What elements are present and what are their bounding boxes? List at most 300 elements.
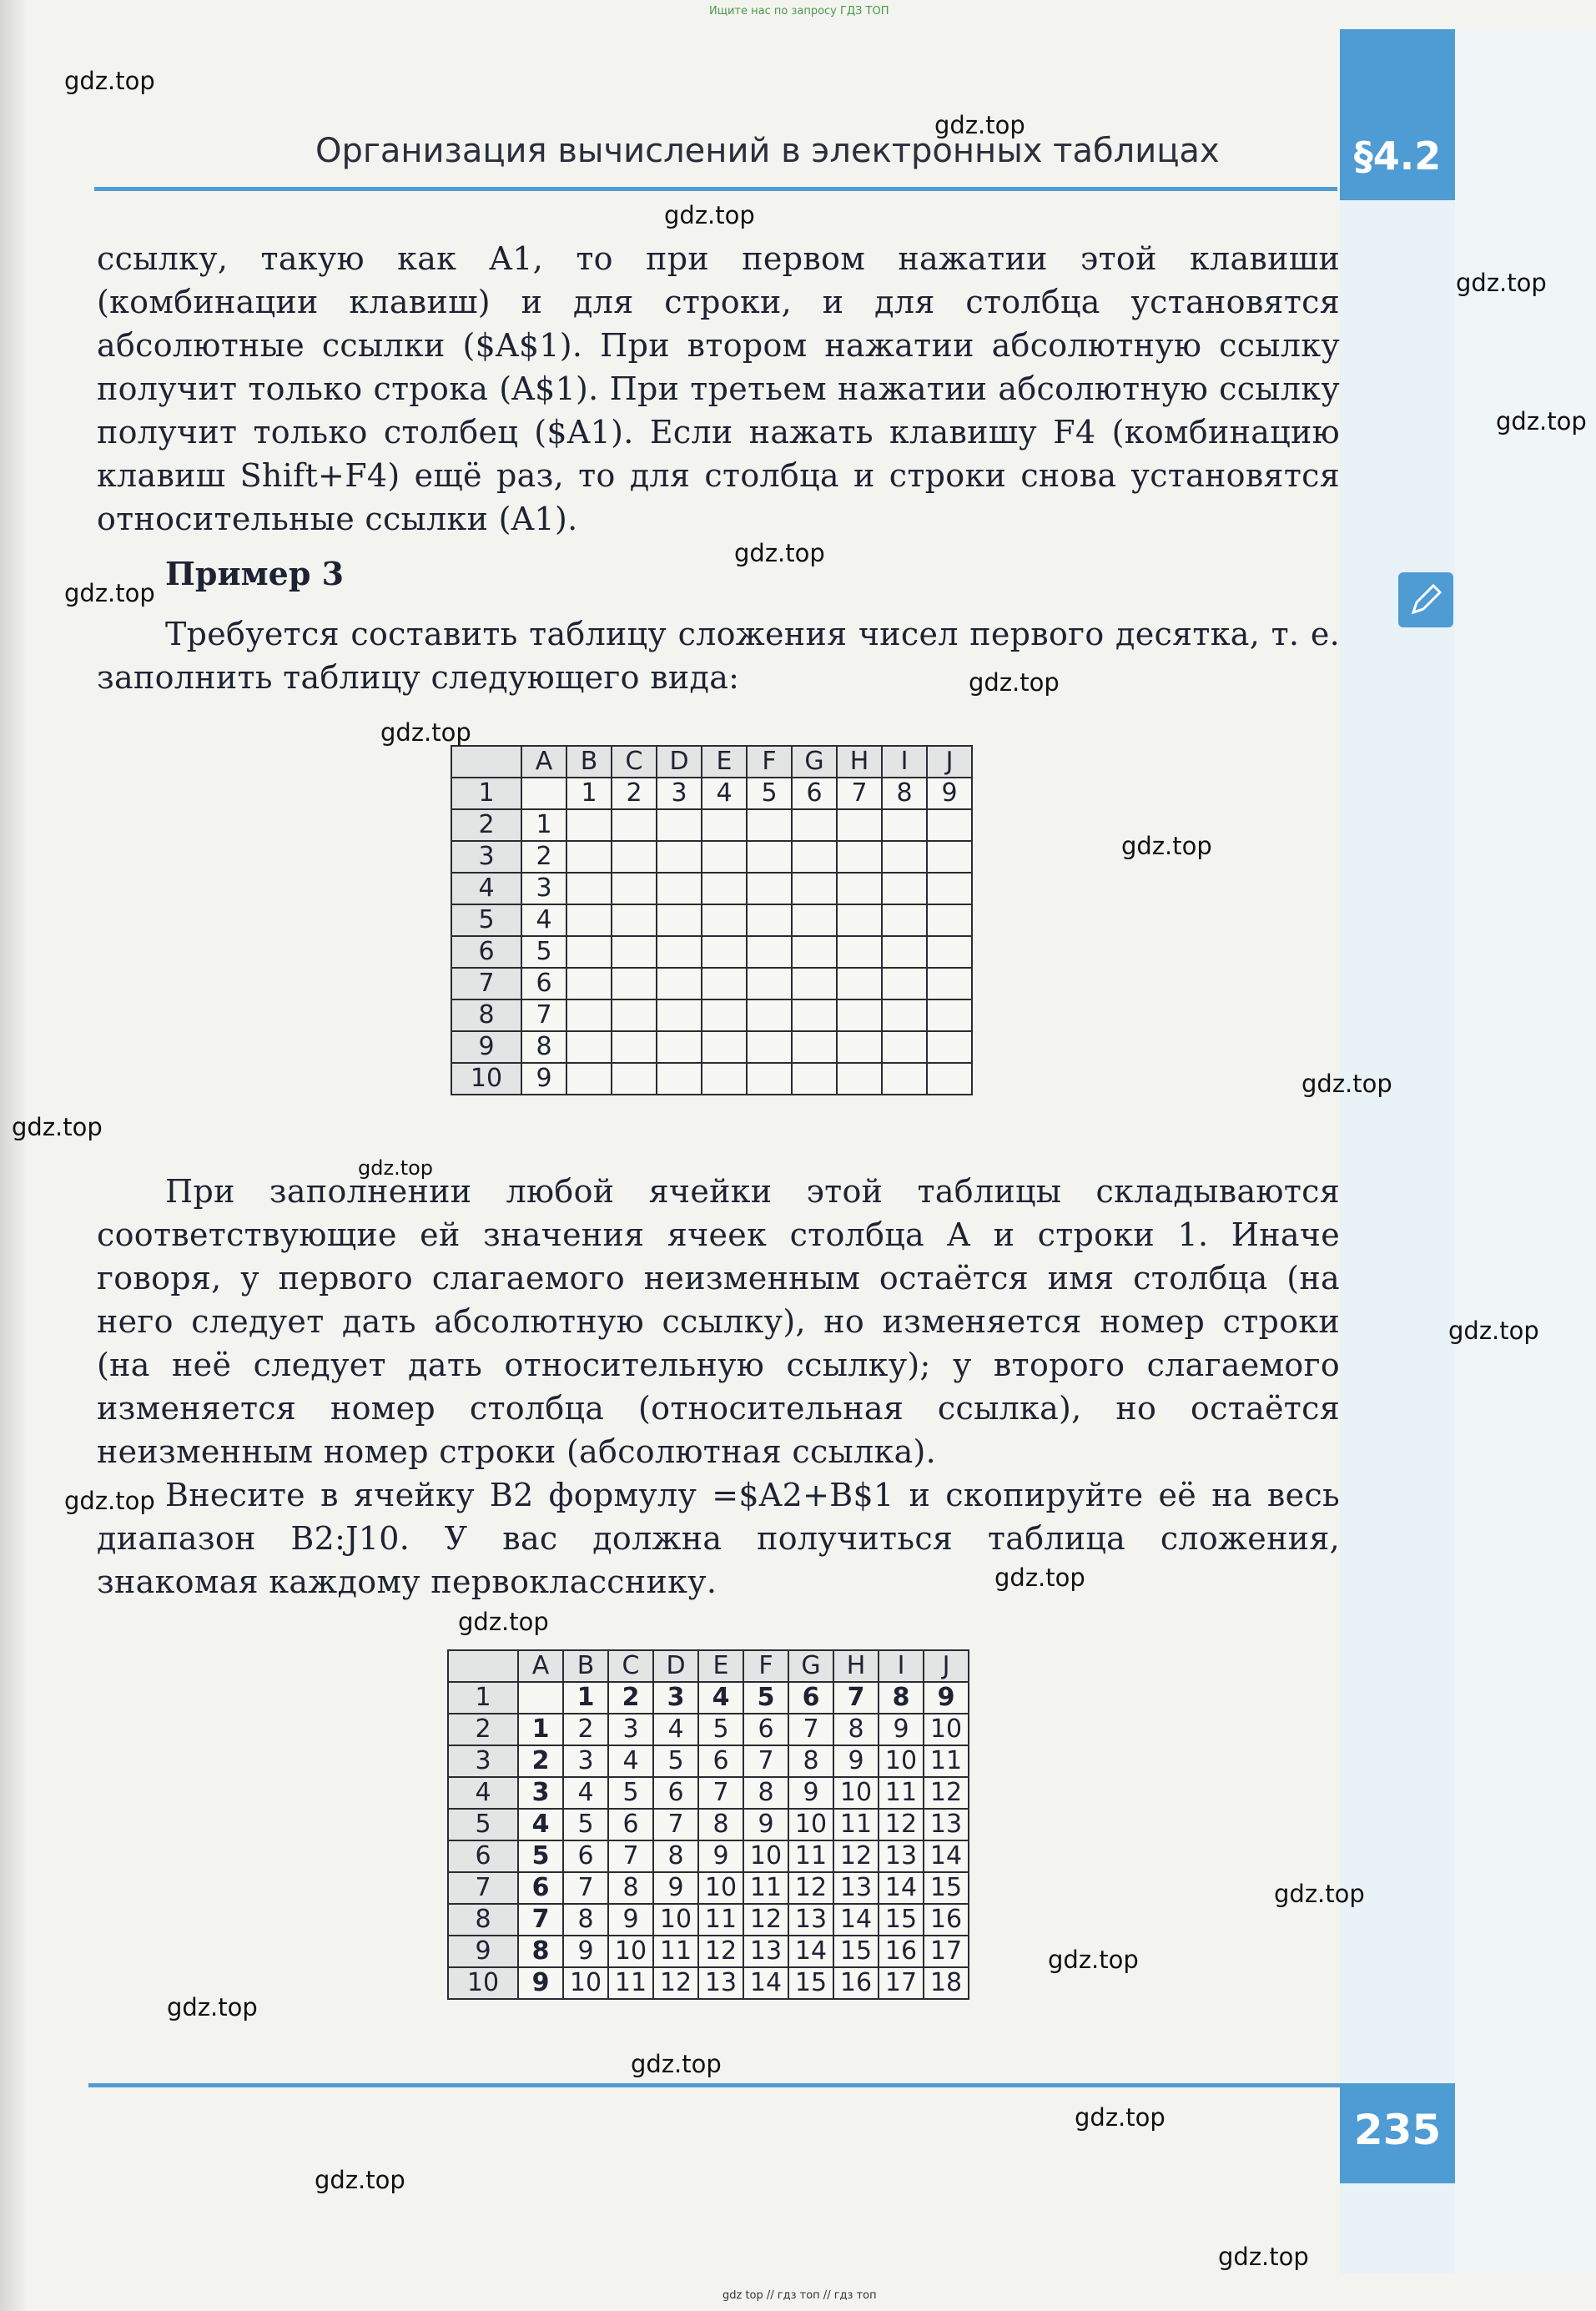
table-cell: 11 bbox=[788, 1840, 833, 1872]
table-row bbox=[451, 999, 972, 1031]
table-cell bbox=[566, 904, 612, 936]
table-cell bbox=[657, 873, 702, 904]
table-row bbox=[448, 1840, 969, 1872]
table-cell: 14 bbox=[788, 1936, 833, 1967]
table-cell: 3 bbox=[521, 873, 566, 904]
table-cell: 6 bbox=[698, 1745, 743, 1777]
table-cell: 17 bbox=[924, 1936, 969, 1967]
watermark: gdz.top bbox=[358, 1156, 434, 1180]
table-cell: 7 bbox=[608, 1840, 653, 1872]
table-cell: 2 bbox=[521, 841, 566, 873]
table-cell bbox=[792, 968, 837, 999]
paragraph-1-text: ссылку, такую как A1, то при первом нажатии этой клавиши (комбинации клавиш) и для строки, и для столбца установятся абсолютные ссылки ($A$1). При втором нажатии абсолютную ссылку получит только строка (A$1). При третьем нажатии абсолютную ссылку получит только столбец ($A1). Если нажать клавишу F4 (комбинацию клавиш Shift+F4) ещё раз, то для столбца и строки снова установятся относительные ссылки (A1). bbox=[97, 240, 1340, 537]
table-cell: 12 bbox=[924, 1777, 969, 1809]
table-cell: 6 bbox=[521, 968, 566, 999]
table-cell: 7 bbox=[521, 999, 566, 1031]
table-header-row bbox=[448, 1650, 969, 1682]
table-cell: 12 bbox=[653, 1967, 698, 1999]
column-header: B bbox=[566, 746, 612, 778]
table-cell bbox=[657, 968, 702, 999]
table-cell: 9 bbox=[521, 1063, 566, 1095]
table-cell: 5 bbox=[518, 1840, 563, 1872]
watermark: gdz.top bbox=[1448, 1317, 1539, 1345]
table-cell bbox=[882, 1063, 927, 1095]
table-cell bbox=[747, 841, 792, 873]
table-cell: 10 bbox=[608, 1936, 653, 1967]
page-header-title: Организация вычислений в электронных таблицах bbox=[315, 132, 1220, 170]
table-cell bbox=[792, 936, 837, 968]
table-cell bbox=[747, 999, 792, 1031]
table-row bbox=[451, 841, 972, 873]
table-cell bbox=[566, 1031, 612, 1063]
table-cell: 8 bbox=[518, 1936, 563, 1967]
table-cell bbox=[882, 841, 927, 873]
table-cell: 9 bbox=[743, 1809, 788, 1840]
table-cell bbox=[882, 999, 927, 1031]
table-row bbox=[451, 1031, 972, 1063]
table-header-row bbox=[451, 746, 972, 778]
watermark: gdz.top bbox=[1301, 1070, 1392, 1098]
table-cell bbox=[882, 904, 927, 936]
table-cell: 15 bbox=[788, 1967, 833, 1999]
table-cell bbox=[927, 936, 972, 968]
table-cell: 8 bbox=[653, 1840, 698, 1872]
table-cell: 8 bbox=[608, 1872, 653, 1904]
table-cell: 9 bbox=[927, 778, 972, 809]
table-cell bbox=[702, 1031, 747, 1063]
table-cell bbox=[837, 1063, 882, 1095]
column-header: C bbox=[612, 746, 657, 778]
table-cell: 2 bbox=[518, 1745, 563, 1777]
column-header: E bbox=[702, 746, 747, 778]
table-cell: 10 bbox=[788, 1809, 833, 1840]
table-cell bbox=[747, 936, 792, 968]
table-cell: 16 bbox=[924, 1904, 969, 1936]
table-cell: 1 bbox=[566, 778, 612, 809]
table-cell: 2 bbox=[608, 1682, 653, 1714]
column-header: G bbox=[792, 746, 837, 778]
table-cell bbox=[837, 904, 882, 936]
table-cell: 8 bbox=[833, 1714, 879, 1745]
table-cell bbox=[657, 999, 702, 1031]
table-cell: 8 bbox=[521, 1031, 566, 1063]
table-cell bbox=[518, 1682, 563, 1714]
watermark: gdz.top bbox=[315, 2166, 405, 2194]
row-header: 9 bbox=[448, 1936, 518, 1967]
table-row bbox=[451, 936, 972, 968]
addition-table-empty bbox=[451, 745, 973, 1095]
table-cell: 12 bbox=[698, 1936, 743, 1967]
watermark: gdz.top bbox=[167, 1993, 258, 2021]
table-cell: 7 bbox=[833, 1682, 879, 1714]
column-header: F bbox=[743, 1650, 788, 1682]
watermark: gdz.top bbox=[1048, 1946, 1139, 1974]
table-cell: 12 bbox=[743, 1904, 788, 1936]
table-row bbox=[448, 1904, 969, 1936]
column-header: A bbox=[518, 1650, 563, 1682]
table-cell: 10 bbox=[879, 1745, 924, 1777]
row-header: 1 bbox=[451, 778, 521, 809]
table-cell: 4 bbox=[653, 1714, 698, 1745]
table-cell: 1 bbox=[563, 1682, 608, 1714]
paragraph-4-text: Внесите в ячейку B2 формулу =$A2+B$1 и скопируйте её на весь диапазон B2:J10. У вас должна получиться таблица сложения, знакомая каждому первокласснику. bbox=[97, 1477, 1340, 1600]
table-cell: 10 bbox=[698, 1872, 743, 1904]
watermark: gdz.top bbox=[1456, 269, 1547, 297]
table-cell: 11 bbox=[879, 1777, 924, 1809]
table-row bbox=[451, 904, 972, 936]
table-cell bbox=[702, 809, 747, 841]
table-cell: 3 bbox=[608, 1714, 653, 1745]
table-cell: 6 bbox=[743, 1714, 788, 1745]
table-cell bbox=[792, 999, 837, 1031]
table-cell bbox=[927, 1031, 972, 1063]
header-rule bbox=[94, 187, 1337, 191]
table-cell bbox=[566, 936, 612, 968]
table-row bbox=[448, 1745, 969, 1777]
table-cell bbox=[927, 968, 972, 999]
table-cell: 4 bbox=[518, 1809, 563, 1840]
bottom-note: gdz top // гдз топ // гдз топ bbox=[722, 2289, 877, 2302]
table-cell: 13 bbox=[698, 1967, 743, 1999]
table-cell: 7 bbox=[653, 1809, 698, 1840]
table-cell bbox=[657, 841, 702, 873]
table-cell: 12 bbox=[833, 1840, 879, 1872]
watermark: gdz.top bbox=[64, 1487, 155, 1515]
table-row bbox=[448, 1809, 969, 1840]
margin-strip bbox=[1455, 29, 1596, 2273]
table-cell: 9 bbox=[608, 1904, 653, 1936]
table-cell bbox=[566, 809, 612, 841]
table-cell: 5 bbox=[521, 936, 566, 968]
table-cell: 3 bbox=[563, 1745, 608, 1777]
row-header: 2 bbox=[451, 809, 521, 841]
table-row bbox=[451, 778, 972, 809]
table-cell: 10 bbox=[743, 1840, 788, 1872]
column-header bbox=[448, 1650, 518, 1682]
watermark: gdz.top bbox=[664, 201, 755, 229]
table-cell bbox=[702, 904, 747, 936]
watermark: gdz.top bbox=[1075, 2103, 1166, 2132]
watermark: gdz.top bbox=[994, 1563, 1085, 1592]
table-cell bbox=[927, 809, 972, 841]
table-cell: 14 bbox=[743, 1967, 788, 1999]
table-cell: 6 bbox=[653, 1777, 698, 1809]
table-cell bbox=[747, 968, 792, 999]
paragraph-3 bbox=[97, 1170, 1340, 1473]
table-cell: 11 bbox=[653, 1936, 698, 1967]
table-cell: 7 bbox=[743, 1745, 788, 1777]
row-header: 8 bbox=[451, 999, 521, 1031]
table-cell: 6 bbox=[788, 1682, 833, 1714]
table-cell: 8 bbox=[563, 1904, 608, 1936]
table-cell bbox=[882, 1031, 927, 1063]
example-heading: Пример 3 bbox=[165, 555, 345, 592]
table-cell bbox=[566, 1063, 612, 1095]
table-cell: 4 bbox=[608, 1745, 653, 1777]
table-cell bbox=[657, 1063, 702, 1095]
table-row bbox=[451, 809, 972, 841]
row-header: 6 bbox=[448, 1840, 518, 1872]
table-cell: 11 bbox=[743, 1872, 788, 1904]
page-number: 235 bbox=[1353, 2106, 1442, 2154]
watermark: gdz.top bbox=[1274, 1880, 1365, 1908]
table-cell: 9 bbox=[924, 1682, 969, 1714]
table-cell: 10 bbox=[653, 1904, 698, 1936]
table-cell: 6 bbox=[608, 1809, 653, 1840]
table-cell bbox=[792, 873, 837, 904]
column-header: I bbox=[879, 1650, 924, 1682]
row-header: 9 bbox=[451, 1031, 521, 1063]
table-cell: 5 bbox=[743, 1682, 788, 1714]
table-cell: 5 bbox=[608, 1777, 653, 1809]
column-header: D bbox=[653, 1650, 698, 1682]
table-cell bbox=[837, 1031, 882, 1063]
watermark: gdz.top bbox=[734, 539, 825, 567]
table-cell: 16 bbox=[879, 1936, 924, 1967]
table-cell: 3 bbox=[657, 778, 702, 809]
table-cell: 14 bbox=[879, 1872, 924, 1904]
top-note: Ищите нас по запросу ГДЗ ТОП bbox=[709, 5, 889, 18]
watermark: gdz.top bbox=[1121, 832, 1212, 860]
table-cell: 8 bbox=[879, 1682, 924, 1714]
table-cell bbox=[612, 936, 657, 968]
page-edge-shadow bbox=[0, 0, 28, 2311]
table-cell: 8 bbox=[743, 1777, 788, 1809]
table-cell bbox=[702, 968, 747, 999]
table-row bbox=[448, 1872, 969, 1904]
table-cell bbox=[747, 904, 792, 936]
column-header: H bbox=[833, 1650, 879, 1682]
table-cell: 14 bbox=[924, 1840, 969, 1872]
column-header bbox=[451, 746, 521, 778]
table-cell bbox=[521, 778, 566, 809]
table-cell: 13 bbox=[788, 1904, 833, 1936]
row-header: 3 bbox=[451, 841, 521, 873]
table-cell bbox=[792, 809, 837, 841]
row-header: 10 bbox=[448, 1967, 518, 1999]
paragraph-2 bbox=[97, 612, 1340, 699]
table-row bbox=[448, 1777, 969, 1809]
column-header: J bbox=[924, 1650, 969, 1682]
table-cell bbox=[657, 1031, 702, 1063]
table-cell: 6 bbox=[792, 778, 837, 809]
table-cell bbox=[792, 1063, 837, 1095]
watermark: gdz.top bbox=[64, 67, 155, 95]
table-cell: 2 bbox=[612, 778, 657, 809]
table-cell: 5 bbox=[563, 1809, 608, 1840]
column-header: F bbox=[747, 746, 792, 778]
column-header: C bbox=[608, 1650, 653, 1682]
table-cell: 13 bbox=[833, 1872, 879, 1904]
column-header: E bbox=[698, 1650, 743, 1682]
table-cell: 4 bbox=[702, 778, 747, 809]
table-cell bbox=[837, 809, 882, 841]
table-row bbox=[451, 1063, 972, 1095]
table-cell bbox=[882, 936, 927, 968]
table-cell: 6 bbox=[518, 1872, 563, 1904]
paragraph-3-text: При заполнении любой ячейки этой таблицы складываются соответствующие ей значения ячеек столбца A и строки 1. Иначе говоря, у первого слагаемого неизменным остаётся имя столбца (на него следует дать абсолютную ссылку), но изменяется номер строки (на неё следует дать относительную ссылку); у второго слагаемого изменяется номер столбца (относительная ссылка), но остаётся неизменным номер строки (абсолютная ссылка). bbox=[97, 1173, 1340, 1470]
column-header: J bbox=[927, 746, 972, 778]
table-cell bbox=[882, 873, 927, 904]
table-cell: 10 bbox=[563, 1967, 608, 1999]
watermark: gdz.top bbox=[934, 111, 1025, 139]
table-cell: 13 bbox=[743, 1936, 788, 1967]
table-cell bbox=[566, 873, 612, 904]
table-cell bbox=[927, 841, 972, 873]
watermark: gdz.top bbox=[1496, 407, 1587, 436]
table-row bbox=[451, 968, 972, 999]
row-header: 8 bbox=[448, 1904, 518, 1936]
row-header: 1 bbox=[448, 1682, 518, 1714]
table-cell: 15 bbox=[879, 1904, 924, 1936]
table-cell: 1 bbox=[518, 1714, 563, 1745]
table-cell: 15 bbox=[833, 1936, 879, 1967]
table-cell: 15 bbox=[924, 1872, 969, 1904]
column-header: A bbox=[521, 746, 566, 778]
table-cell bbox=[747, 809, 792, 841]
table-cell: 14 bbox=[833, 1904, 879, 1936]
row-header: 2 bbox=[448, 1714, 518, 1745]
table-cell bbox=[927, 999, 972, 1031]
table-cell bbox=[837, 968, 882, 999]
table-row bbox=[448, 1936, 969, 1967]
table-cell bbox=[612, 904, 657, 936]
table-cell bbox=[837, 841, 882, 873]
table-cell: 17 bbox=[879, 1967, 924, 1999]
section-number: §4.2 bbox=[1353, 133, 1442, 179]
table-cell bbox=[702, 936, 747, 968]
table-cell: 11 bbox=[833, 1809, 879, 1840]
row-header: 4 bbox=[448, 1777, 518, 1809]
table-cell bbox=[657, 936, 702, 968]
table-cell: 7 bbox=[698, 1777, 743, 1809]
table-cell bbox=[566, 968, 612, 999]
table-row bbox=[448, 1682, 969, 1714]
table-cell: 5 bbox=[747, 778, 792, 809]
table-cell: 7 bbox=[563, 1872, 608, 1904]
table-cell: 8 bbox=[698, 1809, 743, 1840]
table-cell bbox=[566, 999, 612, 1031]
table-cell bbox=[837, 999, 882, 1031]
table-cell bbox=[612, 1063, 657, 1095]
table-row bbox=[448, 1714, 969, 1745]
table-cell: 9 bbox=[788, 1777, 833, 1809]
table-cell bbox=[612, 1031, 657, 1063]
table-cell: 4 bbox=[698, 1682, 743, 1714]
table-cell: 10 bbox=[924, 1714, 969, 1745]
table-cell: 9 bbox=[653, 1872, 698, 1904]
watermark: gdz.top bbox=[631, 2050, 722, 2078]
table-cell bbox=[702, 1063, 747, 1095]
row-header: 4 bbox=[451, 873, 521, 904]
column-header: I bbox=[882, 746, 927, 778]
table-cell bbox=[612, 873, 657, 904]
table-cell bbox=[882, 968, 927, 999]
table-cell: 2 bbox=[563, 1714, 608, 1745]
table-cell: 7 bbox=[837, 778, 882, 809]
table-cell: 3 bbox=[518, 1777, 563, 1809]
table-cell bbox=[657, 809, 702, 841]
watermark: gdz.top bbox=[12, 1113, 103, 1141]
table-cell bbox=[747, 873, 792, 904]
row-header: 5 bbox=[451, 904, 521, 936]
footer-rule bbox=[88, 2083, 1340, 2087]
table-cell bbox=[702, 873, 747, 904]
table-cell: 8 bbox=[788, 1745, 833, 1777]
table-cell bbox=[882, 809, 927, 841]
sidebar-band bbox=[1340, 29, 1455, 2273]
table-cell bbox=[927, 1063, 972, 1095]
watermark: gdz.top bbox=[1218, 2243, 1309, 2271]
table-cell bbox=[837, 936, 882, 968]
table-cell: 9 bbox=[833, 1745, 879, 1777]
column-header: D bbox=[657, 746, 702, 778]
table-cell bbox=[747, 1063, 792, 1095]
table-cell: 7 bbox=[518, 1904, 563, 1936]
table-cell: 9 bbox=[698, 1840, 743, 1872]
table-cell bbox=[927, 873, 972, 904]
table-cell: 1 bbox=[521, 809, 566, 841]
watermark: gdz.top bbox=[458, 1608, 549, 1636]
watermark: gdz.top bbox=[64, 579, 155, 607]
table-cell bbox=[612, 841, 657, 873]
table-row bbox=[451, 873, 972, 904]
table-cell: 6 bbox=[563, 1840, 608, 1872]
table-cell bbox=[702, 841, 747, 873]
table-row bbox=[448, 1967, 969, 1999]
table-cell bbox=[612, 999, 657, 1031]
row-header: 7 bbox=[451, 968, 521, 999]
table-cell: 13 bbox=[879, 1840, 924, 1872]
table-cell: 11 bbox=[608, 1967, 653, 1999]
row-header: 6 bbox=[451, 936, 521, 968]
paragraph-4 bbox=[97, 1473, 1340, 1604]
table-cell: 11 bbox=[924, 1745, 969, 1777]
paragraph-2-text: Требуется составить таблицу сложения чисел первого десятка, т. е. заполнить таблицу следующего вида: bbox=[97, 616, 1340, 696]
table-cell: 3 bbox=[653, 1682, 698, 1714]
table-cell bbox=[792, 904, 837, 936]
table-cell bbox=[792, 841, 837, 873]
table-cell: 5 bbox=[653, 1745, 698, 1777]
watermark: gdz.top bbox=[380, 718, 471, 747]
table-cell: 9 bbox=[563, 1936, 608, 1967]
column-header: G bbox=[788, 1650, 833, 1682]
table-cell bbox=[566, 841, 612, 873]
table-cell: 16 bbox=[833, 1967, 879, 1999]
table-cell: 11 bbox=[698, 1904, 743, 1936]
paragraph-1 bbox=[97, 237, 1340, 541]
table-cell: 12 bbox=[788, 1872, 833, 1904]
addition-table-filled bbox=[447, 1649, 969, 2000]
watermark: gdz.top bbox=[969, 668, 1060, 697]
table-cell: 10 bbox=[833, 1777, 879, 1809]
table-cell: 12 bbox=[879, 1809, 924, 1840]
table-cell bbox=[837, 873, 882, 904]
row-header: 5 bbox=[448, 1809, 518, 1840]
table-cell: 13 bbox=[924, 1809, 969, 1840]
table-cell: 8 bbox=[882, 778, 927, 809]
table-cell: 4 bbox=[563, 1777, 608, 1809]
table-cell: 4 bbox=[521, 904, 566, 936]
table-cell bbox=[792, 1031, 837, 1063]
pencil-icon bbox=[1398, 572, 1453, 627]
row-header: 7 bbox=[448, 1872, 518, 1904]
table-cell: 9 bbox=[518, 1967, 563, 1999]
table-cell bbox=[612, 809, 657, 841]
table-cell: 9 bbox=[879, 1714, 924, 1745]
table-cell: 7 bbox=[788, 1714, 833, 1745]
column-header: B bbox=[563, 1650, 608, 1682]
